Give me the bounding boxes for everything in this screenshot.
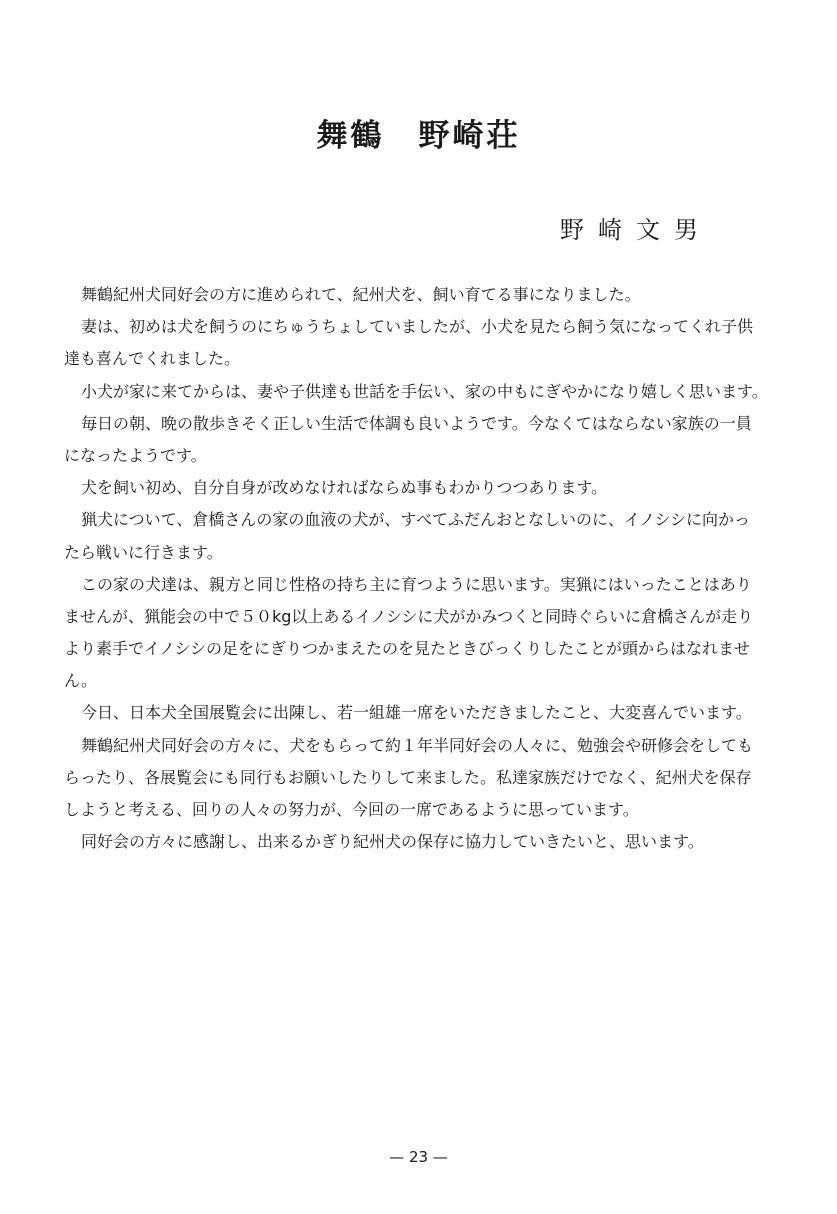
text-line: らったり、各展覧会にも同行もお願いしたりして来ました。私達家族だけでなく、紀州犬を保存 (64, 767, 752, 787)
page-number: — 23 — (389, 1148, 448, 1166)
text-line: しようと考える、回りの人々の努力が、今回の一席であるように思っています。 (64, 800, 639, 819)
text-line: ませんが、猟能会の中で５０kg以上あるイノシシに犬がかみつくと同時ぐらいに倉橋さんが走り (64, 606, 754, 626)
text-line: 妻は、初めは犬を飼うのにちゅうちょしていましたが、小犬を見たら飼う気になってくれ子供 (81, 317, 754, 337)
body-text (64, 279, 784, 858)
text-line: 舞鶴紀州犬同好会の方に進められて、紀州犬を、飼い育てる事になりました。 (81, 285, 641, 304)
text-line: 小犬が家に来てからは、妻や子供達も世話を手伝い、家の中もにぎやかになり嬉しく思います。 (81, 381, 768, 401)
page-title: 舞鶴 野崎荘 (316, 118, 521, 154)
text-line: になったようです。 (64, 445, 207, 465)
text-line: 毎日の朝、晩の散歩きそく正しい生活で体調も良いようです。今なくてはならない家族の一員 (81, 413, 752, 433)
text-line: たら戦いに行きます。 (64, 542, 223, 562)
text-line: 猟犬について、倉橋さんの家の血液の犬が、すべてふだんおとなしいのに、イノシシに向かっ (81, 510, 751, 530)
text-line: 今日、日本犬全国展覧会に出陳し、若一組雄一席をいただきましたこと、大変喜んでいます。 (81, 703, 752, 723)
text-line: より素手でイノシシの足をにぎりつかまえたのを見たときびっくりしたことが頭からはなれませ (64, 639, 751, 659)
text-line: 同好会の方々に感謝し、出来るかぎり紀州犬の保存に協力していきたいと、思います。 (81, 832, 704, 852)
text-line: この家の犬達は、親方と同じ性格の持ち主に育つように思います。実猟にはいったことはあり (81, 574, 752, 594)
text-line: 犬を飼い初め、自分自身が改めなければならぬ事もわかりつつあります。 (81, 478, 608, 498)
text-line: 舞鶴紀州犬同好会の方々に、犬をもらって約１年半同好会の人々に、勉強会や研修会をしても (81, 735, 754, 755)
text-line: 達も喜んでくれました。 (64, 349, 241, 369)
text-line: ん。 (64, 671, 97, 691)
author-name: 野崎文男 (560, 216, 712, 244)
